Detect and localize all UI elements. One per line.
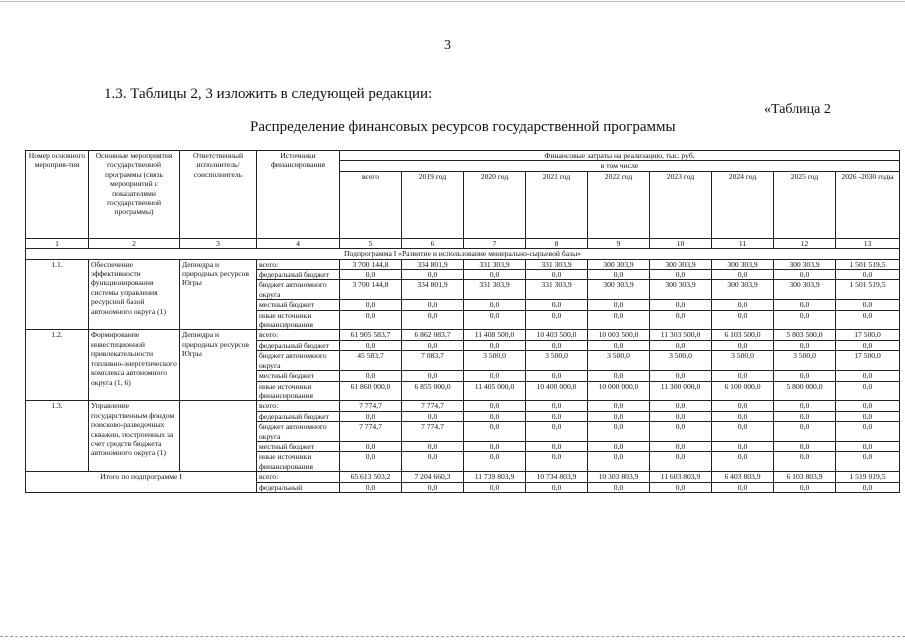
header-year: 2024 год (712, 171, 774, 238)
value-cell: 6 862 083,7 (402, 330, 464, 340)
column-number: 1 (26, 238, 89, 248)
value-cell: 0,0 (712, 422, 774, 442)
value-cell: 331 303,9 (464, 259, 526, 269)
value-cell: 300 303,9 (650, 259, 712, 269)
table-tag: «Таблица 2 (764, 102, 831, 117)
value-cell: 0,0 (774, 340, 836, 350)
header-incl: в том числе (340, 161, 900, 171)
value-cell: 300 303,9 (588, 280, 650, 300)
value-cell: 0,0 (836, 340, 900, 350)
page-number: 3 (444, 38, 451, 53)
value-cell: 0,0 (340, 482, 402, 492)
column-number: 3 (180, 238, 257, 248)
value-cell: 334 801,9 (402, 259, 464, 269)
value-cell: 0,0 (402, 452, 464, 472)
value-cell: 11 300 000,0 (650, 381, 712, 401)
value-cell: 11 408 500,0 (464, 330, 526, 340)
column-numbers-row (26, 238, 900, 248)
value-cell: 0,0 (526, 452, 588, 472)
value-cell: 0,0 (464, 482, 526, 492)
column-number: 8 (526, 238, 588, 248)
value-cell: 3 700 144,8 (340, 280, 402, 300)
value-cell: 11 739 803,9 (464, 472, 526, 482)
header-year: 2022 год (588, 171, 650, 238)
value-cell: 0,0 (402, 310, 464, 330)
value-cell: 0,0 (712, 340, 774, 350)
value-cell: 331 303,9 (526, 259, 588, 269)
value-cell: 0,0 (712, 310, 774, 330)
value-cell: 0,0 (712, 371, 774, 381)
value-cell: 0,0 (712, 300, 774, 310)
value-cell: 0,0 (712, 441, 774, 451)
funding-source: иные источники финансирования (257, 452, 340, 472)
funding-source: всего: (257, 401, 340, 411)
header-year: 2026 -2030 годы (836, 171, 900, 238)
total-row (26, 472, 900, 482)
funding-source: местный бюджет (257, 371, 340, 381)
value-cell: 0,0 (650, 411, 712, 421)
column-number: 4 (257, 238, 340, 248)
value-cell: 0,0 (464, 452, 526, 472)
value-cell: 300 303,9 (712, 280, 774, 300)
value-cell: 11 303 500,0 (650, 330, 712, 340)
header-measures: Основные мероприятия государственной программы (связь мероприятий с показателями государственной программы) (89, 151, 180, 239)
value-cell: 0,0 (836, 381, 900, 401)
value-cell: 0,0 (650, 452, 712, 472)
table-row (26, 401, 900, 411)
value-cell: 7 083,7 (402, 351, 464, 371)
value-cell: 0,0 (712, 452, 774, 472)
value-cell: 0,0 (526, 300, 588, 310)
value-cell: 0,0 (588, 401, 650, 411)
value-cell: 0,0 (836, 422, 900, 442)
value-cell: 0,0 (774, 310, 836, 330)
value-cell: 331 303,9 (464, 280, 526, 300)
value-cell: 0,0 (464, 401, 526, 411)
value-cell: 0,0 (588, 422, 650, 442)
column-number: 12 (774, 238, 836, 248)
column-number: 6 (402, 238, 464, 248)
value-cell: 1 519 019,5 (836, 472, 900, 482)
value-cell: 0,0 (712, 401, 774, 411)
value-cell: 0,0 (588, 310, 650, 330)
value-cell: 5 800 000,0 (774, 381, 836, 401)
value-cell: 0,0 (464, 270, 526, 280)
value-cell: 7 774,7 (340, 422, 402, 442)
header-executor: Ответственный исполнитель/ соисполнитель (180, 151, 257, 239)
value-cell: 0,0 (836, 300, 900, 310)
value-cell: 0,0 (774, 482, 836, 492)
value-cell: 0,0 (650, 371, 712, 381)
value-cell: 0,0 (836, 401, 900, 411)
value-cell: 0,0 (464, 371, 526, 381)
measure-executor (180, 401, 257, 472)
value-cell: 10 303 803,9 (588, 472, 650, 482)
column-number: 13 (836, 238, 900, 248)
value-cell: 0,0 (712, 482, 774, 492)
top-edge-line (0, 1, 905, 2)
value-cell: 0,0 (526, 270, 588, 280)
value-cell: 0,0 (526, 411, 588, 421)
header-year: 2019 год (402, 171, 464, 238)
value-cell: 10 403 500,0 (526, 330, 588, 340)
value-cell: 0,0 (526, 422, 588, 442)
measure-number: 1.1. (26, 259, 89, 330)
header-total: всего (340, 171, 402, 238)
value-cell: 0,0 (340, 371, 402, 381)
total-label: Итого по подпрограмме I (26, 472, 257, 493)
measure-executor: Депнедра и природных ресурсов Югры (180, 259, 257, 330)
funding-source: местный бюджет (257, 300, 340, 310)
value-cell: 0,0 (650, 441, 712, 451)
header-row-1 (26, 151, 900, 161)
value-cell: 0,0 (340, 310, 402, 330)
column-number: 11 (712, 238, 774, 248)
value-cell: 1 501 519,5 (836, 280, 900, 300)
value-cell: 3 500,0 (526, 351, 588, 371)
value-cell: 3 500,0 (588, 351, 650, 371)
table-row (26, 330, 900, 340)
value-cell: 0,0 (340, 441, 402, 451)
value-cell: 0,0 (774, 270, 836, 280)
value-cell: 0,0 (340, 411, 402, 421)
value-cell: 0,0 (774, 401, 836, 411)
value-cell: 0,0 (402, 340, 464, 350)
financing-table (25, 150, 900, 493)
value-cell: 0,0 (526, 441, 588, 451)
value-cell: 0,0 (464, 310, 526, 330)
value-cell: 0,0 (650, 482, 712, 492)
table-row (26, 259, 900, 269)
header-year: 2023 год (650, 171, 712, 238)
value-cell: 300 303,9 (774, 259, 836, 269)
value-cell: 0,0 (836, 371, 900, 381)
value-cell: 0,0 (340, 300, 402, 310)
value-cell: 10 003 500,0 (588, 330, 650, 340)
value-cell: 10 734 803,9 (526, 472, 588, 482)
funding-source: иные источники финансирования (257, 381, 340, 401)
value-cell: 3 500,0 (464, 351, 526, 371)
value-cell: 0,0 (836, 270, 900, 280)
value-cell: 0,0 (588, 482, 650, 492)
value-cell: 0,0 (526, 371, 588, 381)
measure-number: 1.2. (26, 330, 89, 401)
funding-source: федеральный (257, 482, 340, 492)
measure-executor: Депнедра и природных ресурсов Югры (180, 330, 257, 401)
funding-source: всего: (257, 330, 340, 340)
header-year: 2021 год (526, 171, 588, 238)
value-cell: 0,0 (588, 340, 650, 350)
funding-source: бюджет автономного округа (257, 351, 340, 371)
value-cell: 0,0 (526, 310, 588, 330)
value-cell: 300 303,9 (588, 259, 650, 269)
value-cell: 0,0 (712, 411, 774, 421)
funding-source: федеральный бюджет (257, 340, 340, 350)
value-cell: 0,0 (836, 441, 900, 451)
value-cell: 0,0 (774, 411, 836, 421)
value-cell: 11 405 000,0 (464, 381, 526, 401)
value-cell: 6 100 000,0 (712, 381, 774, 401)
value-cell: 0,0 (588, 371, 650, 381)
value-cell: 0,0 (464, 300, 526, 310)
value-cell: 3 500,0 (650, 351, 712, 371)
value-cell: 0,0 (836, 452, 900, 472)
value-cell: 0,0 (526, 482, 588, 492)
value-cell: 0,0 (588, 441, 650, 451)
funding-source: иные источники финансирования (257, 310, 340, 330)
value-cell: 331 303,9 (526, 280, 588, 300)
value-cell: 6 103 803,9 (774, 472, 836, 482)
measure-name: Управление государственным фондом поисково-разведочных скважин, построенных за счет средств бюджета автономного округа (1) (89, 401, 180, 472)
header-year: 2025 год (774, 171, 836, 238)
value-cell: 0,0 (402, 411, 464, 421)
funding-source: местный бюджет (257, 441, 340, 451)
value-cell: 7 774,7 (340, 401, 402, 411)
value-cell: 0,0 (774, 300, 836, 310)
subprogram-title: Подпрограмма I «Развитие и использование минерально-сырьевой базы» (26, 249, 900, 259)
value-cell: 0,0 (464, 411, 526, 421)
value-cell: 334 801,9 (402, 280, 464, 300)
value-cell: 6 403 803,9 (712, 472, 774, 482)
value-cell: 0,0 (774, 452, 836, 472)
measure-name: Обеспечение эффективности функционирования системы управления ресурсной базой автономного округа (1) (89, 259, 180, 330)
value-cell: 300 303,9 (650, 280, 712, 300)
funding-source: бюджет автономного округа (257, 422, 340, 442)
value-cell: 0,0 (464, 422, 526, 442)
value-cell: 0,0 (402, 482, 464, 492)
value-cell: 6 103 500,0 (712, 330, 774, 340)
value-cell: 0,0 (650, 422, 712, 442)
column-number: 5 (340, 238, 402, 248)
value-cell: 6 855 000,0 (402, 381, 464, 401)
value-cell: 61 860 000,0 (340, 381, 402, 401)
header-number: Номер основного мероприя-тия (26, 151, 89, 239)
value-cell: 0,0 (836, 482, 900, 492)
bottom-edge-line (0, 636, 905, 637)
funding-source: федеральный бюджет (257, 411, 340, 421)
value-cell: 0,0 (774, 422, 836, 442)
value-cell: 61 905 583,7 (340, 330, 402, 340)
section-heading: 1.3. Таблицы 2, 3 изложить в следующей редакции: (104, 86, 433, 102)
value-cell: 45 583,7 (340, 351, 402, 371)
value-cell: 0,0 (340, 340, 402, 350)
funding-source: всего: (257, 472, 340, 482)
value-cell: 0,0 (588, 300, 650, 310)
value-cell: 17 500,0 (836, 330, 900, 340)
value-cell: 0,0 (650, 270, 712, 280)
funding-source: бюджет автономного округа (257, 280, 340, 300)
value-cell: 3 500,0 (774, 351, 836, 371)
header-sources: Источники финансирования (257, 151, 340, 239)
value-cell: 3 500,0 (712, 351, 774, 371)
value-cell: 1 501 519,5 (836, 259, 900, 269)
value-cell: 300 303,9 (774, 280, 836, 300)
value-cell: 11 603 803,9 (650, 472, 712, 482)
value-cell: 7 774,7 (402, 401, 464, 411)
value-cell: 7 204 660,3 (402, 472, 464, 482)
value-cell: 0,0 (402, 371, 464, 381)
value-cell: 0,0 (464, 340, 526, 350)
value-cell: 65 613 503,2 (340, 472, 402, 482)
value-cell: 0,0 (650, 401, 712, 411)
value-cell: 0,0 (588, 411, 650, 421)
value-cell: 3 700 144,8 (340, 259, 402, 269)
value-cell: 0,0 (650, 340, 712, 350)
funding-source: федеральный бюджет (257, 270, 340, 280)
document-title: Распределение финансовых ресурсов государственной программы (250, 119, 676, 135)
funding-source: всего: (257, 259, 340, 269)
value-cell: 10 400 000,0 (526, 381, 588, 401)
value-cell: 5 803 500,0 (774, 330, 836, 340)
value-cell: 17 500,0 (836, 351, 900, 371)
value-cell: 0,0 (774, 441, 836, 451)
column-number: 10 (650, 238, 712, 248)
header-year: 2020 год (464, 171, 526, 238)
value-cell: 0,0 (402, 270, 464, 280)
value-cell: 0,0 (774, 371, 836, 381)
value-cell: 10 000 000,0 (588, 381, 650, 401)
header-costs: Финансовые затраты на реализацию, тыс. руб. (340, 151, 900, 161)
value-cell: 0,0 (526, 340, 588, 350)
value-cell: 0,0 (340, 452, 402, 472)
subprogram-row (26, 249, 900, 259)
value-cell: 300 303,9 (712, 259, 774, 269)
column-number: 7 (464, 238, 526, 248)
table-body (26, 151, 900, 493)
value-cell: 0,0 (588, 452, 650, 472)
measure-name: Формирование инвестиционной привлекательности топливно-энергетического комплекса автономного округа (1, 6) (89, 330, 180, 401)
value-cell: 0,0 (402, 441, 464, 451)
value-cell: 7 774,7 (402, 422, 464, 442)
value-cell: 0,0 (836, 411, 900, 421)
value-cell: 0,0 (340, 270, 402, 280)
column-number: 9 (588, 238, 650, 248)
value-cell: 0,0 (836, 310, 900, 330)
value-cell: 0,0 (464, 441, 526, 451)
measure-number: 1.3. (26, 401, 89, 472)
value-cell: 0,0 (650, 300, 712, 310)
value-cell: 0,0 (650, 310, 712, 330)
column-number: 2 (89, 238, 180, 248)
value-cell: 0,0 (588, 270, 650, 280)
value-cell: 0,0 (526, 401, 588, 411)
value-cell: 0,0 (712, 270, 774, 280)
value-cell: 0,0 (402, 300, 464, 310)
